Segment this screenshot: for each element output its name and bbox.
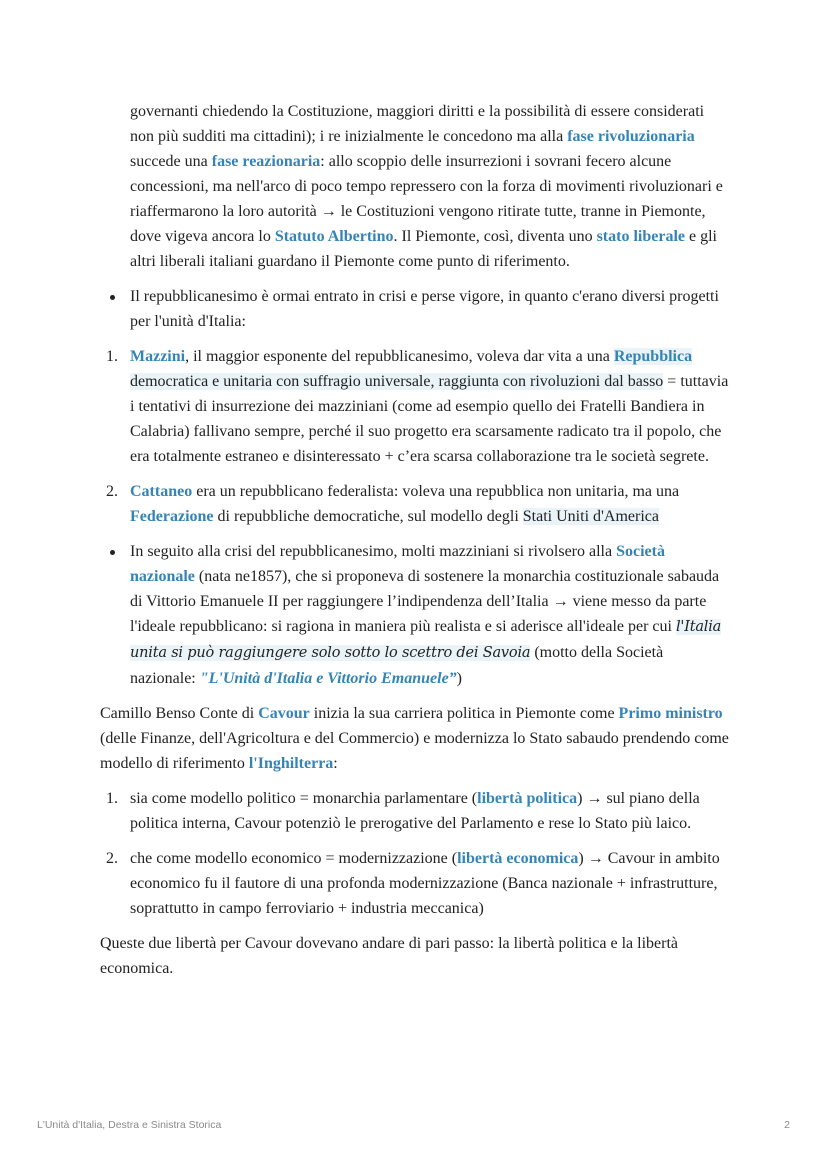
text-run: succede una: [130, 153, 212, 170]
bullet-text: [130, 539, 730, 691]
keyword-liberta-economica: libertà economica: [457, 850, 579, 867]
motto-quote: "L'Unità d'Italia e Vittorio Emanuele”: [199, 670, 457, 687]
text-run: ) → Cavour in ambito economico fu il fautore di una profonda modernizzazione (Banca nazionale + infrastrutture, soprattutto in campo ferroviario + industria meccanica): [130, 850, 720, 917]
closing-paragraph: Queste due libertà per Cavour dovevano andare di pari passo: la libertà politica e la libertà economica.: [100, 935, 678, 977]
list-item-modello-economico: [100, 846, 730, 921]
document-body: [100, 99, 730, 981]
text-run: . Il Piemonte, così, diventa uno: [393, 228, 597, 245]
text-run: (nata ne1857), che si proponeva di sostenere la monarchia costituzionale sabauda di Vittorio Emanuele II per raggiungere l’indipendenza dell’Italia → viene messo da parte l'ideale repubblicano: si ragiona in maniera più realista e si aderisce all'ideale per cui: [130, 568, 720, 635]
text-run: In seguito alla crisi del repubblicanesimo, molti mazziniani si rivolsero alla: [130, 543, 617, 560]
keyword-fase-reazionaria: fase reazionaria: [211, 153, 321, 170]
keyword-stato-liberale: stato liberale: [596, 228, 685, 245]
text-run: :: [333, 755, 338, 772]
bullet-item-repubblicanesimo: [100, 284, 730, 334]
keyword-inghilterra: l'Inghilterra: [248, 755, 334, 772]
keyword-statuto-albertino: Statuto Albertino: [274, 228, 394, 245]
list-number: 2.: [106, 483, 118, 500]
highlighted-text: Stati Uniti d'America: [522, 508, 659, 525]
text-run: governanti chiedendo la Costituzione, maggiori diritti e la possibilità di essere considerati non più sudditi ma cittadini); i re inizialmente le concedono ma alla: [130, 103, 705, 145]
highlighted-italic-text: l'Italia unita si può raggiungere solo sotto lo scettro dei Savoia: [130, 619, 722, 661]
list-item-modello-politico: [100, 786, 730, 836]
list-number: 1.: [106, 348, 118, 365]
list-item-mazzini: [100, 344, 730, 469]
text-run: (delle Finanze, dell'Agricoltura e del Commercio) e modernizza lo Stato sabaudo prendendo come modello di riferimento: [100, 730, 729, 772]
keyword-mazzini: Mazzini: [130, 348, 186, 365]
footer-document-title: L'Unità d'Italia, Destra e Sinistra Storica: [37, 1119, 222, 1131]
text-run: sia come modello politico = monarchia parlamentare (: [130, 790, 478, 807]
keyword-cattaneo: Cattaneo: [130, 483, 193, 500]
list-number: 1.: [106, 790, 118, 807]
keyword-federazione: Federazione: [130, 508, 214, 525]
footer-page-number: 2: [784, 1119, 790, 1131]
keyword-liberta-politica: libertà politica: [477, 790, 578, 807]
text-run: ) → sul piano della politica interna, Cavour potenziò le prerogative del Parlamento e rese lo Stato più laico.: [130, 790, 700, 832]
keyword-fase-rivoluzionaria: fase rivoluzionaria: [567, 128, 695, 145]
list-item-text: [130, 846, 730, 921]
list-item-text: [130, 479, 730, 529]
text-run: che come modello economico = modernizzazione (: [130, 850, 458, 867]
keyword-cavour: Cavour: [258, 705, 310, 722]
text-run: Camillo Benso Conte di: [100, 705, 259, 722]
keyword-societa-nazionale: Società nazionale: [130, 543, 665, 585]
text-run: (motto della Società nazionale:: [130, 644, 664, 687]
list-item-text: [130, 344, 730, 469]
list-item-cattaneo: [100, 479, 730, 529]
bullet-icon: [110, 550, 115, 555]
list-number: 2.: [106, 850, 118, 867]
intro-paragraph: [100, 99, 730, 274]
bullet-text: Il repubblicanesimo è ormai entrato in crisi e perse vigore, in quanto c'erano diversi progetti per l'unità d'Italia:: [130, 288, 719, 330]
text-run: era un repubblicano federalista: voleva una repubblica non unitaria, ma una: [192, 483, 680, 500]
highlighted-text: democratica e unitaria con suffragio universale, raggiunta con rivoluzioni dal basso: [130, 373, 664, 390]
text-run: ): [456, 670, 462, 687]
text-run: inizia la sua carriera politica in Piemonte come: [309, 705, 619, 722]
keyword-repubblica: Repubblica: [613, 348, 693, 365]
list-item-text: [130, 786, 730, 836]
text-run: : allo scoppio delle insurrezioni i sovrani fecero alcune concessioni, ma nell'arco di poco tempo repressero con la forza di movimenti rivoluzionari e riaffermarono la loro autorità → le Costituzioni vengono ritirate tutte, tranne in Piemonte, dove vigeva ancora lo: [130, 153, 723, 245]
text-run: di repubbliche democratiche, sul modello degli: [213, 508, 523, 525]
bullet-item-societa-nazionale: [100, 539, 730, 691]
text-run: = tuttavia i tentativi di insurrezione dei mazziniani (come ad esempio quello dei Fratelli Bandiera in Calabria) fallivano sempre, perché il suo progetto era scarsamente radicato tra il popolo, che era totalmente estraneo e disinteressato + c’era scarsa collaborazione tra le società segrete.: [130, 373, 729, 465]
text-run: e gli altri liberali italiani guardano il Piemonte come punto di riferimento.: [130, 228, 717, 270]
cavour-paragraph: [100, 701, 730, 776]
bullet-icon: [110, 295, 115, 300]
keyword-primo-ministro: Primo ministro: [618, 705, 723, 722]
text-run: , il maggior esponente del repubblicanesimo, voleva dar vita a una: [185, 348, 614, 365]
